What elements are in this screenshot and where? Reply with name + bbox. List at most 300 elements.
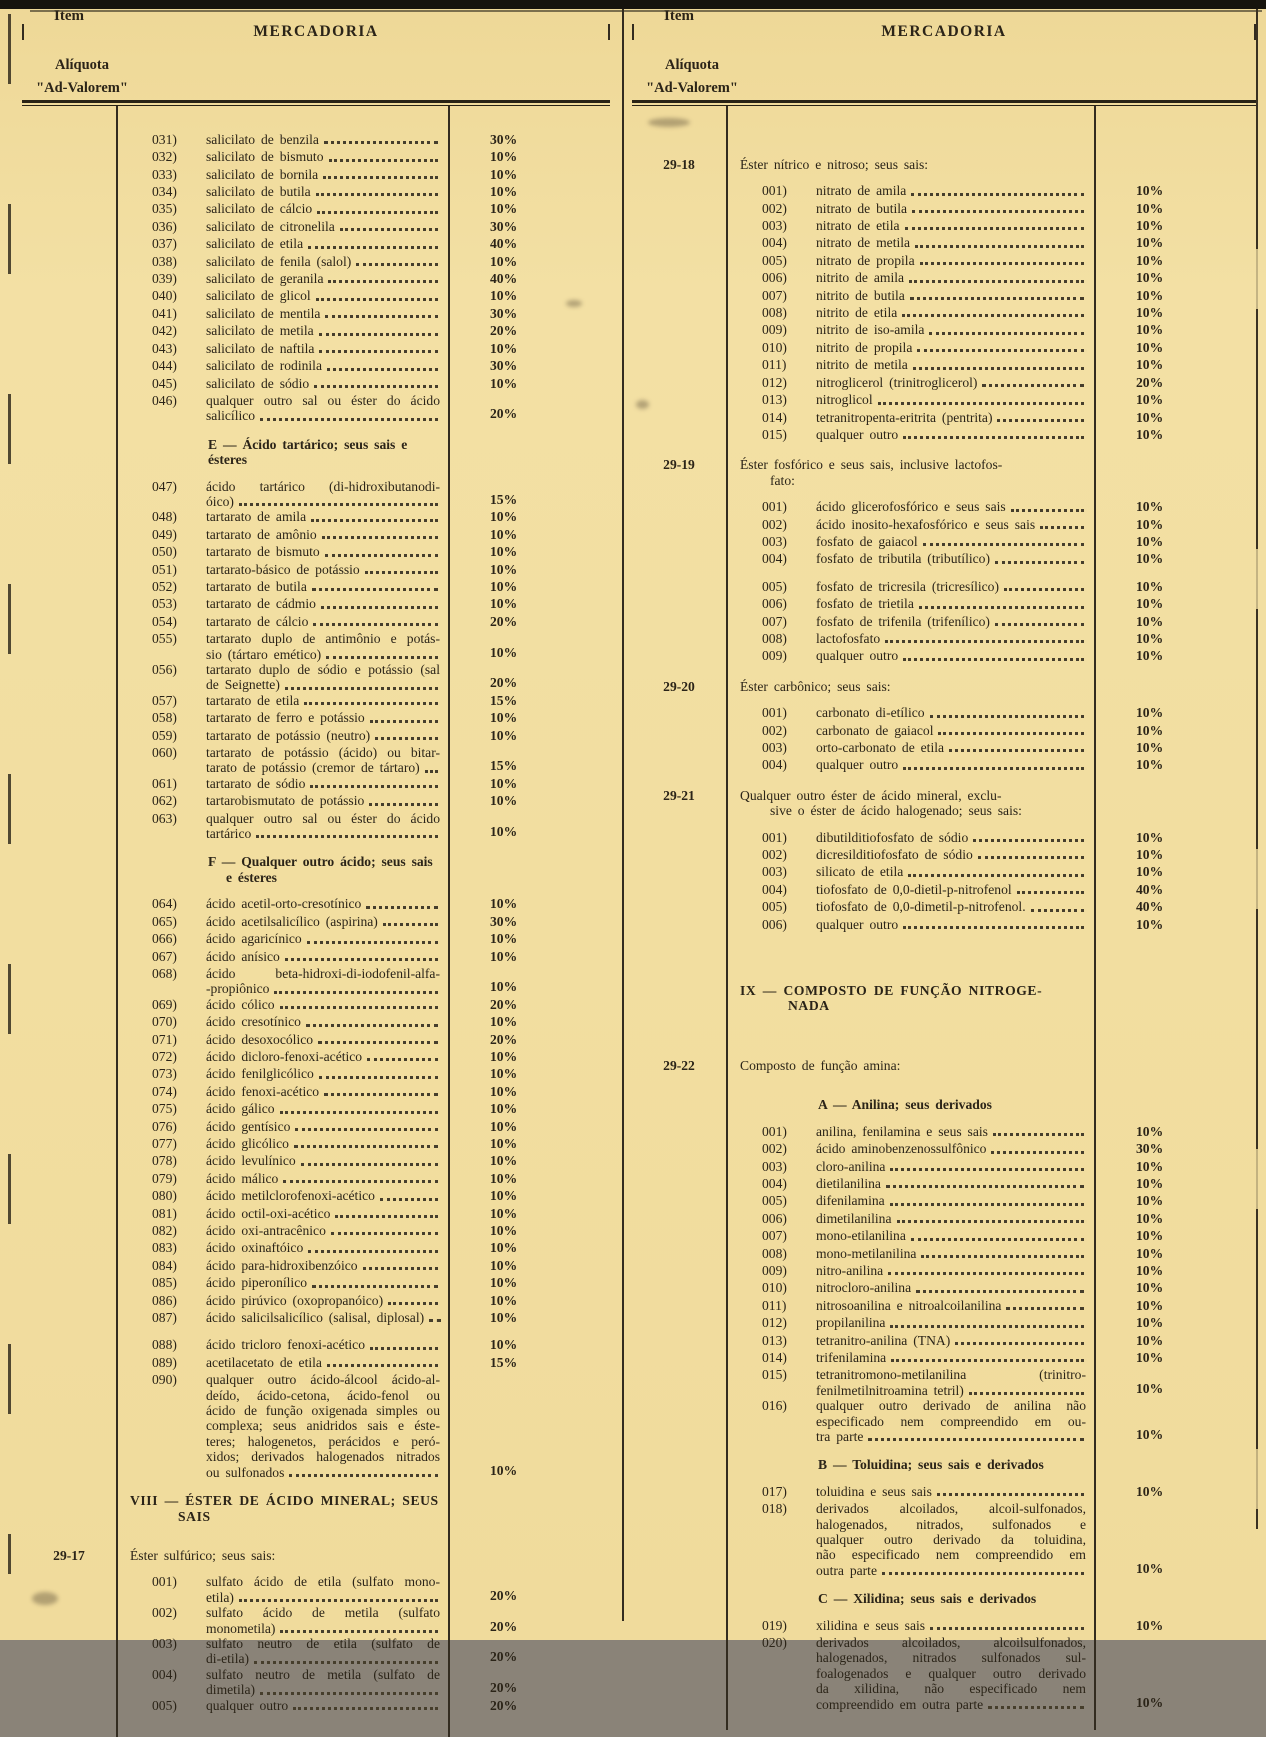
item-number-cell <box>632 757 726 774</box>
dotted-leader <box>370 710 438 722</box>
text-line: ácido aminobenzenossulfônico <box>816 1141 1086 1156</box>
text-line: ácido acetilsalicílico (aspirina) <box>206 914 440 929</box>
dotted-leader <box>280 1621 438 1633</box>
mercadoria-cell <box>726 322 1096 339</box>
dotted-leader <box>949 740 1084 752</box>
item-number-cell <box>632 235 726 252</box>
rate-cell <box>1096 1211 1256 1228</box>
sub-item-code: 048) <box>152 509 177 525</box>
text-line: sulfato ácido de metila (sulfato <box>206 1605 440 1621</box>
sub-item-code: 076) <box>152 1118 177 1134</box>
sub-item-code: 074) <box>152 1083 177 1099</box>
sub-item-code: 003) <box>762 533 787 549</box>
text-line: derivados alcoilados, alcoil-sulfonados, <box>816 1501 1086 1517</box>
text-line: SAIS <box>178 1508 211 1524</box>
text-line: qualquer outro sal ou éster do ácido <box>206 810 440 826</box>
dotted-leader <box>380 1188 438 1200</box>
text-line: orto-carbonato de etila <box>816 740 1086 755</box>
sub-item-code: 057) <box>152 692 177 708</box>
rate-value: 10% <box>1136 1123 1164 1139</box>
mercadoria-cell <box>116 1667 450 1698</box>
text-line: nitrito de etila <box>816 305 1086 320</box>
table-row <box>632 596 1256 613</box>
sub-item-code: 081) <box>152 1205 177 1221</box>
sub-item-code: 052) <box>152 578 177 594</box>
rate-value: 40% <box>490 236 518 252</box>
table-row <box>22 544 610 561</box>
item-number-cell <box>22 184 116 201</box>
item-number-cell <box>632 705 726 722</box>
mercadoria-cell <box>116 1136 450 1153</box>
dotted-leader <box>294 1136 438 1148</box>
item-number-cell <box>632 288 726 305</box>
sub-item-code: 006) <box>762 1210 787 1226</box>
mercadoria-cell <box>116 219 450 236</box>
text-line: fosfato de tricresila (tricresílico) <box>816 579 1086 594</box>
left-edge-rule <box>8 14 11 1574</box>
mercadoria-cell <box>726 183 1096 200</box>
item-number-cell <box>632 1211 726 1228</box>
table-row <box>22 1355 610 1372</box>
sub-item-code: 016) <box>762 1398 787 1414</box>
text-line: fenilmetilnitroamina tetril) <box>816 1383 1086 1398</box>
mercadoria-cell <box>116 1372 450 1480</box>
dotted-leader <box>327 358 438 370</box>
mercadoria-cell <box>726 775 1096 830</box>
mercadoria-cell <box>726 970 1096 1025</box>
rate-cell <box>1096 499 1256 516</box>
text-line: mono-etilanilina <box>816 1228 1086 1243</box>
rate-cell <box>1096 705 1256 722</box>
rate-cell <box>450 745 610 776</box>
text-line: nitrito de iso-amila <box>816 322 1086 337</box>
text-line: fato: <box>770 472 795 488</box>
rate-value: 20% <box>490 675 518 691</box>
table-row <box>22 966 610 997</box>
sub-item-code: 003) <box>762 864 787 880</box>
rate-cell <box>1096 1298 1256 1315</box>
rate-cell <box>450 132 610 149</box>
rate-cell <box>1096 1159 1256 1176</box>
item-number-cell <box>22 1667 116 1698</box>
table-row <box>632 1246 1256 1263</box>
rate-cell <box>450 527 610 544</box>
text-line: ácido tricloro fenoxi-acético <box>206 1337 440 1352</box>
mercadoria-cell <box>726 410 1096 427</box>
text-line: ácido de função oxigenada simples ou <box>206 1403 440 1419</box>
rate-value: 10% <box>1136 757 1164 773</box>
rate-cell <box>1096 899 1256 916</box>
mercadoria-cell <box>726 144 1096 183</box>
item-number-cell <box>632 1635 726 1712</box>
rate-value: 10% <box>1136 740 1164 755</box>
rate-cell <box>450 614 610 631</box>
table-row <box>22 1084 610 1101</box>
sub-item-code: 004) <box>152 1666 177 1682</box>
text-line: ácido salicilsalicílico (salisal, diplosal) <box>206 1310 440 1325</box>
dotted-leader <box>365 562 438 574</box>
rate-cell <box>1096 1444 1256 1483</box>
mercadoria-cell <box>116 1698 450 1715</box>
text-line: salicilato de cálcio <box>206 201 440 216</box>
rate-cell <box>450 841 610 896</box>
sub-item-code: 019) <box>762 1617 787 1633</box>
mercadoria-cell <box>726 106 1096 144</box>
item-number-cell <box>22 1372 116 1480</box>
text-line: salicilato de bornila <box>206 167 440 182</box>
text-line: teres; halogenetos, perácidos e peró- <box>206 1433 440 1449</box>
rate-cell <box>1096 1084 1256 1123</box>
table-row <box>22 323 610 340</box>
sub-item-code: 008) <box>762 630 787 646</box>
rate-cell <box>1096 757 1256 774</box>
rate-cell <box>1096 1228 1256 1245</box>
mercadoria-cell <box>726 1298 1096 1315</box>
text-line: nitrocloro-anilina <box>816 1280 1086 1295</box>
text-line: qualquer outro <box>816 427 1086 442</box>
mercadoria-cell <box>726 357 1096 374</box>
text-line: compreendido em outra parte <box>816 1697 1086 1712</box>
mercadoria-cell <box>116 596 450 613</box>
item-number-cell <box>22 219 116 236</box>
table-row <box>632 847 1256 864</box>
item-number-cell <box>22 254 116 271</box>
text-line: especificado nem compreendido em ou- <box>816 1413 1086 1429</box>
dotted-leader <box>955 1333 1084 1345</box>
sub-item-code: 064) <box>152 896 177 912</box>
sub-item-code: 002) <box>762 722 787 738</box>
sub-item-code: 065) <box>152 913 177 929</box>
table-row <box>632 444 1256 499</box>
dotted-leader <box>312 579 438 591</box>
rate-value: 10% <box>1136 1262 1164 1278</box>
rate-value: 10% <box>1136 1694 1164 1710</box>
rate-cell <box>450 728 610 745</box>
sub-item-code: 044) <box>152 358 177 374</box>
rate-value: 10% <box>490 544 518 560</box>
mercadoria-cell <box>116 931 450 948</box>
item-number-cell <box>22 132 116 149</box>
mercadoria-cell <box>116 184 450 201</box>
sub-item-code: 072) <box>152 1048 177 1064</box>
rate-cell <box>450 167 610 184</box>
text-line: complexa; seus anidridos sais e éste- <box>206 1418 440 1434</box>
rate-cell <box>450 219 610 236</box>
item-number-cell <box>632 579 726 596</box>
dotted-leader <box>295 1119 438 1131</box>
rate-cell <box>1096 666 1256 705</box>
mercadoria-cell <box>116 562 450 579</box>
rate-value: 10% <box>1136 339 1164 355</box>
sub-item-code: 067) <box>152 948 177 964</box>
table-row <box>632 757 1256 774</box>
item-number-cell <box>632 1367 726 1398</box>
sub-item-code: 083) <box>152 1240 177 1256</box>
table-row <box>22 527 610 544</box>
rate-cell <box>1096 1045 1256 1084</box>
dotted-leader <box>937 1484 1084 1496</box>
text-line: ácido inosito-hexafosfórico e seus sais <box>816 517 1086 532</box>
mercadoria-cell <box>726 499 1096 516</box>
sub-item-code: 001) <box>762 829 787 845</box>
text-line: halogenados, nitrados, sulfonados e <box>816 1516 1086 1532</box>
rate-value: 10% <box>1136 1175 1164 1191</box>
rate-value: 20% <box>490 1618 518 1634</box>
sub-item-code: 009) <box>762 322 787 338</box>
table-row <box>22 745 610 776</box>
dotted-leader <box>329 149 438 161</box>
rate-value: 10% <box>1136 829 1164 845</box>
item-number-cell <box>632 1280 726 1297</box>
table-row <box>22 728 610 745</box>
rate-value: 10% <box>1136 1617 1164 1633</box>
text-line: sulfato neutro de metila (sulfato de <box>206 1666 440 1682</box>
text-line: qualquer outro sal ou éster do ácido <box>206 392 440 408</box>
mercadoria-cell <box>116 1327 450 1337</box>
rate-cell <box>450 479 610 510</box>
rate-value: 10% <box>490 375 518 391</box>
rate-value: 10% <box>1136 1210 1164 1226</box>
mercadoria-cell <box>726 427 1096 444</box>
rate-value: 10% <box>1136 499 1164 515</box>
item-number-cell <box>632 201 726 218</box>
sub-item-code: 043) <box>152 340 177 356</box>
dotted-leader <box>1017 882 1084 894</box>
table-row <box>22 693 610 710</box>
rate-value: 10% <box>1136 1158 1164 1174</box>
sub-item-code: 018) <box>762 1501 787 1517</box>
text-line: tetranitromono-metilanilina (trinitro- <box>816 1367 1086 1383</box>
text-line: ácido metilclorofenoxi-acético <box>206 1188 440 1203</box>
sub-item-code: 054) <box>152 613 177 629</box>
mercadoria-cell <box>116 341 450 358</box>
rate-value: 20% <box>490 1031 518 1047</box>
sub-item-code: 033) <box>152 166 177 182</box>
rate-cell <box>1096 1246 1256 1263</box>
rate-cell <box>1096 882 1256 899</box>
item-number-cell <box>22 896 116 913</box>
text-line: monometila) <box>206 1621 440 1636</box>
item-number-cell <box>632 882 726 899</box>
table-row <box>22 997 610 1014</box>
table-row <box>22 710 610 727</box>
mercadoria-column-header: MERCADORIA <box>632 24 1256 39</box>
dotted-leader <box>888 1263 1084 1275</box>
right-table <box>632 8 1256 1712</box>
mercadoria-cell <box>726 1263 1096 1280</box>
text-line: carbonato de gaiacol <box>816 723 1086 738</box>
mercadoria-cell <box>726 1578 1096 1617</box>
dotted-leader <box>367 1049 438 1061</box>
item-number-cell <box>22 966 116 997</box>
rate-cell <box>450 1715 610 1737</box>
text-line: salicilato de glicol <box>206 288 440 303</box>
spacer-row <box>632 106 1256 144</box>
item-column-header: Item <box>54 8 84 24</box>
mercadoria-cell <box>116 1310 450 1327</box>
table-row <box>632 1367 1256 1398</box>
text-line: dicresilditiofosfato de sódio <box>816 847 1086 862</box>
rate-value: 10% <box>490 948 518 964</box>
mercadoria-cell <box>116 728 450 745</box>
ink-smudge <box>32 1592 58 1605</box>
mercadoria-cell <box>116 662 450 693</box>
item-number-cell <box>632 1193 726 1210</box>
rate-cell <box>450 710 610 727</box>
rate-cell <box>450 1066 610 1083</box>
item-number-cell <box>22 1206 116 1223</box>
rate-cell <box>1096 1350 1256 1367</box>
mercadoria-cell <box>726 1367 1096 1398</box>
sub-item-code: 055) <box>152 631 177 647</box>
item-number-cell <box>632 1246 726 1263</box>
text-line: salicilato de sódio <box>206 376 440 391</box>
table-row <box>22 841 610 896</box>
table-row <box>632 1398 1256 1444</box>
mercadoria-cell <box>726 534 1096 551</box>
item-number-cell <box>632 218 726 235</box>
mercadoria-cell <box>116 841 450 896</box>
text-line: ácido anísico <box>206 949 440 964</box>
text-line: nitroglicerol (trinitroglicerol) <box>816 375 1086 390</box>
rate-cell <box>1096 631 1256 648</box>
item-number-cell <box>22 1171 116 1188</box>
text-line: tartarato de ferro e potássio <box>206 710 440 725</box>
dotted-leader <box>322 527 438 539</box>
rate-cell <box>450 1206 610 1223</box>
mercadoria-cell <box>726 201 1096 218</box>
mercadoria-cell <box>116 914 450 931</box>
item-column-header: Item <box>664 8 694 24</box>
rate-cell <box>1096 775 1256 830</box>
rate-value: 10% <box>1136 613 1164 629</box>
aliquota-label: Alíquota <box>55 56 109 73</box>
mercadoria-column-header: MERCADORIA <box>22 24 610 39</box>
sub-item-code: 001) <box>152 1574 177 1590</box>
item-number-cell <box>22 811 116 842</box>
rate-cell <box>450 662 610 693</box>
dotted-leader <box>301 1153 438 1165</box>
dotted-leader <box>260 408 438 420</box>
table-row <box>22 776 610 793</box>
table-row <box>22 288 610 305</box>
dotted-leader <box>903 917 1084 929</box>
mercadoria-cell <box>116 306 450 323</box>
mercadoria-cell <box>726 1084 1096 1123</box>
rate-value: 10% <box>490 1462 518 1478</box>
table-row <box>22 341 610 358</box>
table-row <box>22 271 610 288</box>
rate-value: 10% <box>490 340 518 356</box>
text-line: tartarato de sódio <box>206 776 440 791</box>
sub-item-code: 086) <box>152 1292 177 1308</box>
mercadoria-cell <box>726 830 1096 847</box>
dotted-leader <box>319 323 438 335</box>
text-line: tartarato-básico de potássio <box>206 562 440 577</box>
sub-item-code: 038) <box>152 253 177 269</box>
rate-value: 10% <box>490 1275 518 1291</box>
sub-item-code: 047) <box>152 478 177 494</box>
rate-cell <box>450 1101 610 1118</box>
rate-value: 10% <box>1136 864 1164 880</box>
rate-cell <box>450 1535 610 1574</box>
mercadoria-cell <box>726 218 1096 235</box>
item-number-cell <box>22 793 116 810</box>
item-number-cell <box>632 1484 726 1501</box>
mercadoria-cell <box>116 966 450 997</box>
sub-item-code: 004) <box>762 235 787 251</box>
center-divider-rule <box>622 9 624 1621</box>
table-row <box>22 1171 610 1188</box>
item-number-cell <box>22 1275 116 1292</box>
dotted-leader <box>938 723 1084 735</box>
item-number-cell <box>22 149 116 166</box>
text-line: IX — COMPOSTO DE FUNÇÃO NITROGE- <box>740 983 1043 999</box>
rate-cell <box>1096 723 1256 740</box>
text-line: de Seignette) <box>206 677 440 692</box>
rate-value: 30% <box>490 913 518 929</box>
rate-value: 10% <box>1136 287 1164 303</box>
spacer-row <box>632 569 1256 579</box>
rate-cell <box>1096 1635 1256 1712</box>
text-line: nitroglicol <box>816 392 1086 407</box>
text-line: difenilamina <box>816 1193 1086 1208</box>
rate-value: 10% <box>1136 1560 1164 1576</box>
rate-cell <box>1096 1712 1256 1730</box>
mercadoria-cell <box>726 631 1096 648</box>
sub-item-code: 007) <box>762 613 787 629</box>
rate-value: 10% <box>490 644 518 660</box>
dotted-leader <box>325 306 438 318</box>
rate-cell <box>1096 1141 1256 1158</box>
table-row <box>22 914 610 931</box>
rate-value: 10% <box>1136 252 1164 268</box>
item-number-cell <box>632 1315 726 1332</box>
rate-cell <box>450 1337 610 1354</box>
item-number-cell <box>22 745 116 776</box>
rate-value: 10% <box>1136 533 1164 549</box>
rate-value: 10% <box>490 1223 518 1238</box>
mercadoria-cell <box>726 847 1096 864</box>
rate-cell <box>450 1574 610 1605</box>
item-number-cell <box>22 841 116 896</box>
sub-item-code: 012) <box>762 374 787 390</box>
mercadoria-cell <box>116 254 450 271</box>
sub-item-code: 039) <box>152 271 177 287</box>
table-row <box>22 219 610 236</box>
sub-item-code: 045) <box>152 375 177 391</box>
mercadoria-cell <box>726 899 1096 916</box>
item-number-cell <box>22 1066 116 1083</box>
text-line: nitrito de butila <box>816 288 1086 303</box>
sub-item-code: 013) <box>762 1332 787 1348</box>
item-number-cell <box>632 551 726 568</box>
text-line: salicilato de fenila (salol) <box>206 254 440 269</box>
dotted-leader <box>383 914 438 926</box>
item-number-cell <box>632 410 726 427</box>
mercadoria-cell <box>726 740 1096 757</box>
text-line: salicilato de etila <box>206 236 440 251</box>
item-number-cell <box>22 662 116 693</box>
mercadoria-cell <box>726 1635 1096 1712</box>
item-number-cell <box>632 596 726 613</box>
table-row <box>22 1258 610 1275</box>
dotted-leader <box>915 235 1084 247</box>
rate-cell <box>1096 534 1256 551</box>
rate-value: 10% <box>1136 516 1164 532</box>
dotted-leader <box>910 288 1084 300</box>
item-number-cell <box>22 579 116 596</box>
